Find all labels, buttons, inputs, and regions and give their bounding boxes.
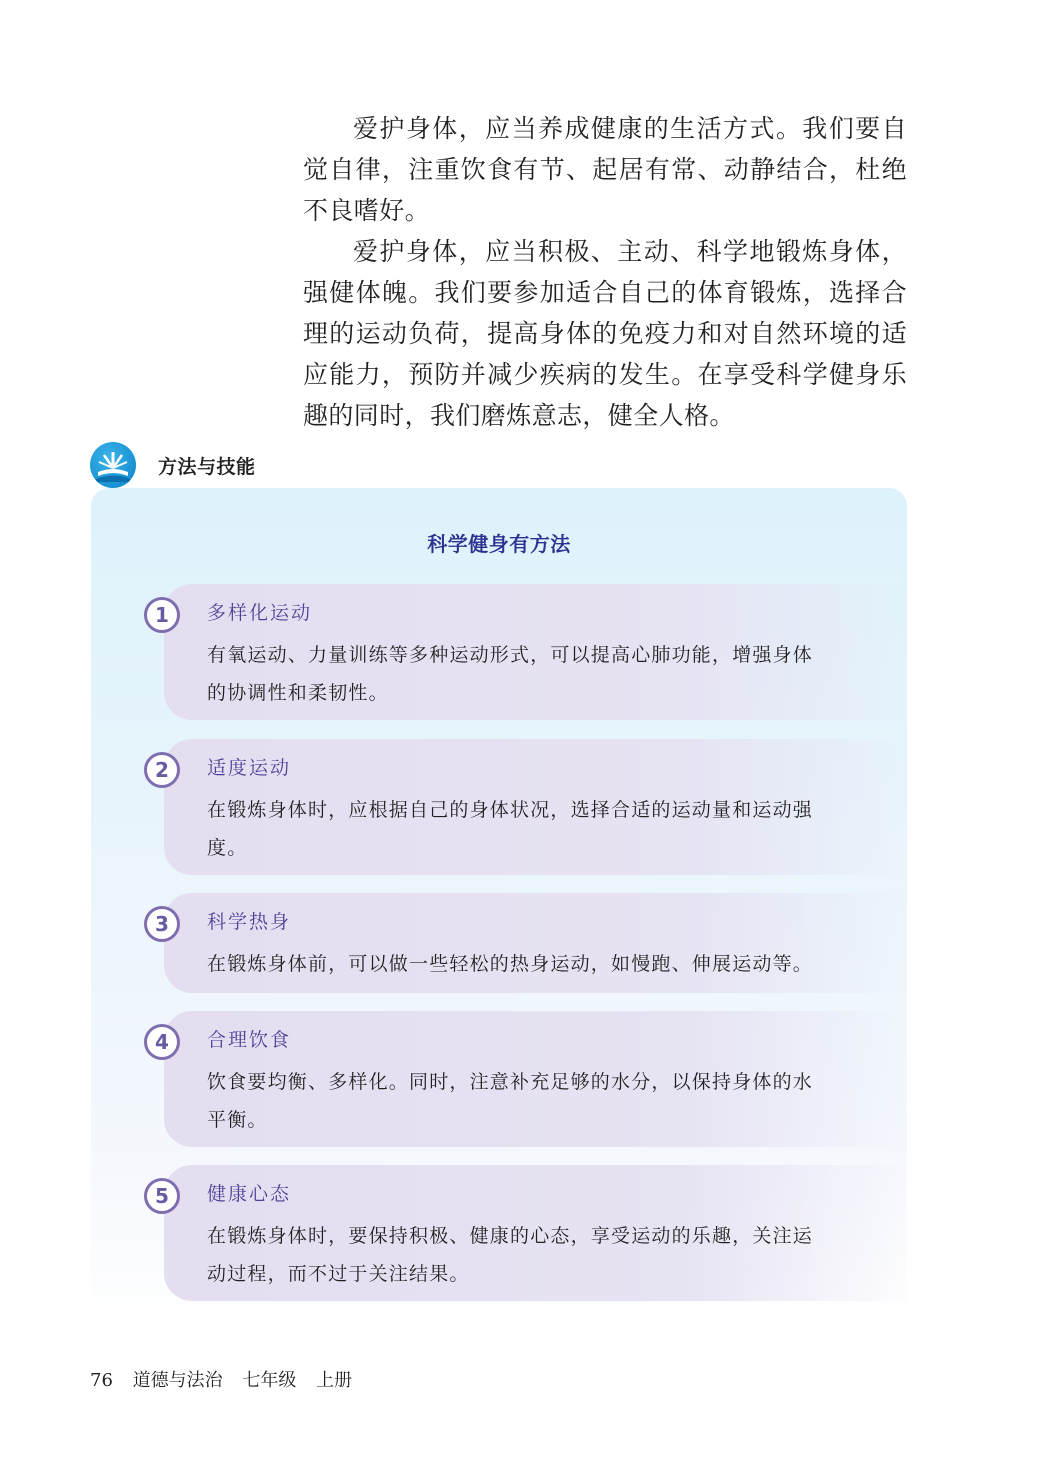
item-title: 健康心态 xyxy=(207,1183,292,1205)
item-title: 科学热身 xyxy=(207,911,292,933)
item-body: 在锻炼身体前，可以做一些轻松的热身运动，如慢跑、伸展运动等。 xyxy=(207,953,814,975)
methods-panel xyxy=(91,488,907,1333)
item-number: 5 xyxy=(144,1178,180,1214)
intro-paragraph-1: 爱护身体，应当养成健康的生活方式。我们要自觉自律，注重饮食有节、起居有常、动静结合，杜绝不良嗜好。 xyxy=(303,114,907,225)
page-footer xyxy=(90,1366,366,1392)
item-number: 2 xyxy=(144,752,180,788)
item-title: 适度运动 xyxy=(207,757,292,779)
item-body: 在锻炼身体时，要保持积极、健康的心态，享受运动的乐趣，关注运动过程，而不过于关注结果。 xyxy=(207,1225,814,1285)
item-number: 1 xyxy=(144,597,180,633)
method-card xyxy=(155,739,907,875)
item-title: 多样化运动 xyxy=(207,602,313,624)
method-card xyxy=(155,1011,907,1147)
method-card xyxy=(155,1165,907,1301)
book-sparkle-icon xyxy=(90,442,136,488)
intro-text xyxy=(303,108,907,436)
book-title: 道德与法治 xyxy=(132,1370,223,1391)
grade-label: 七年级 xyxy=(242,1370,297,1391)
volume-label: 上册 xyxy=(316,1370,353,1391)
item-number: 4 xyxy=(144,1024,180,1060)
item-body: 有氧运动、力量训练等多种运动形式，可以提高心肺功能，增强身体的协调性和柔韧性。 xyxy=(207,644,814,704)
section-header xyxy=(90,440,256,490)
intro-paragraph-2: 爱护身体，应当积极、主动、科学地锻炼身体，强健体魄。我们要参加适合自己的体育锻炼，选择合理的运动负荷，提高身体的免疫力和对自然环境的适应能力，预防并减少疾病的发生。在享受科学健身乐趣的同时，我们磨炼意志，健全人格。 xyxy=(303,237,907,430)
section-title: 方法与技能 xyxy=(158,455,256,478)
page-number: 76 xyxy=(90,1370,113,1391)
method-card xyxy=(155,584,907,720)
item-body: 在锻炼身体时，应根据自己的身体状况，选择合适的运动量和运动强度。 xyxy=(207,799,814,859)
item-title: 合理饮食 xyxy=(207,1029,292,1051)
method-card xyxy=(155,893,907,993)
item-number: 3 xyxy=(144,906,180,942)
panel-title: 科学健身有方法 xyxy=(427,532,571,556)
item-body: 饮食要均衡、多样化。同时，注意补充足够的水分，以保持身体的水平衡。 xyxy=(207,1071,814,1131)
